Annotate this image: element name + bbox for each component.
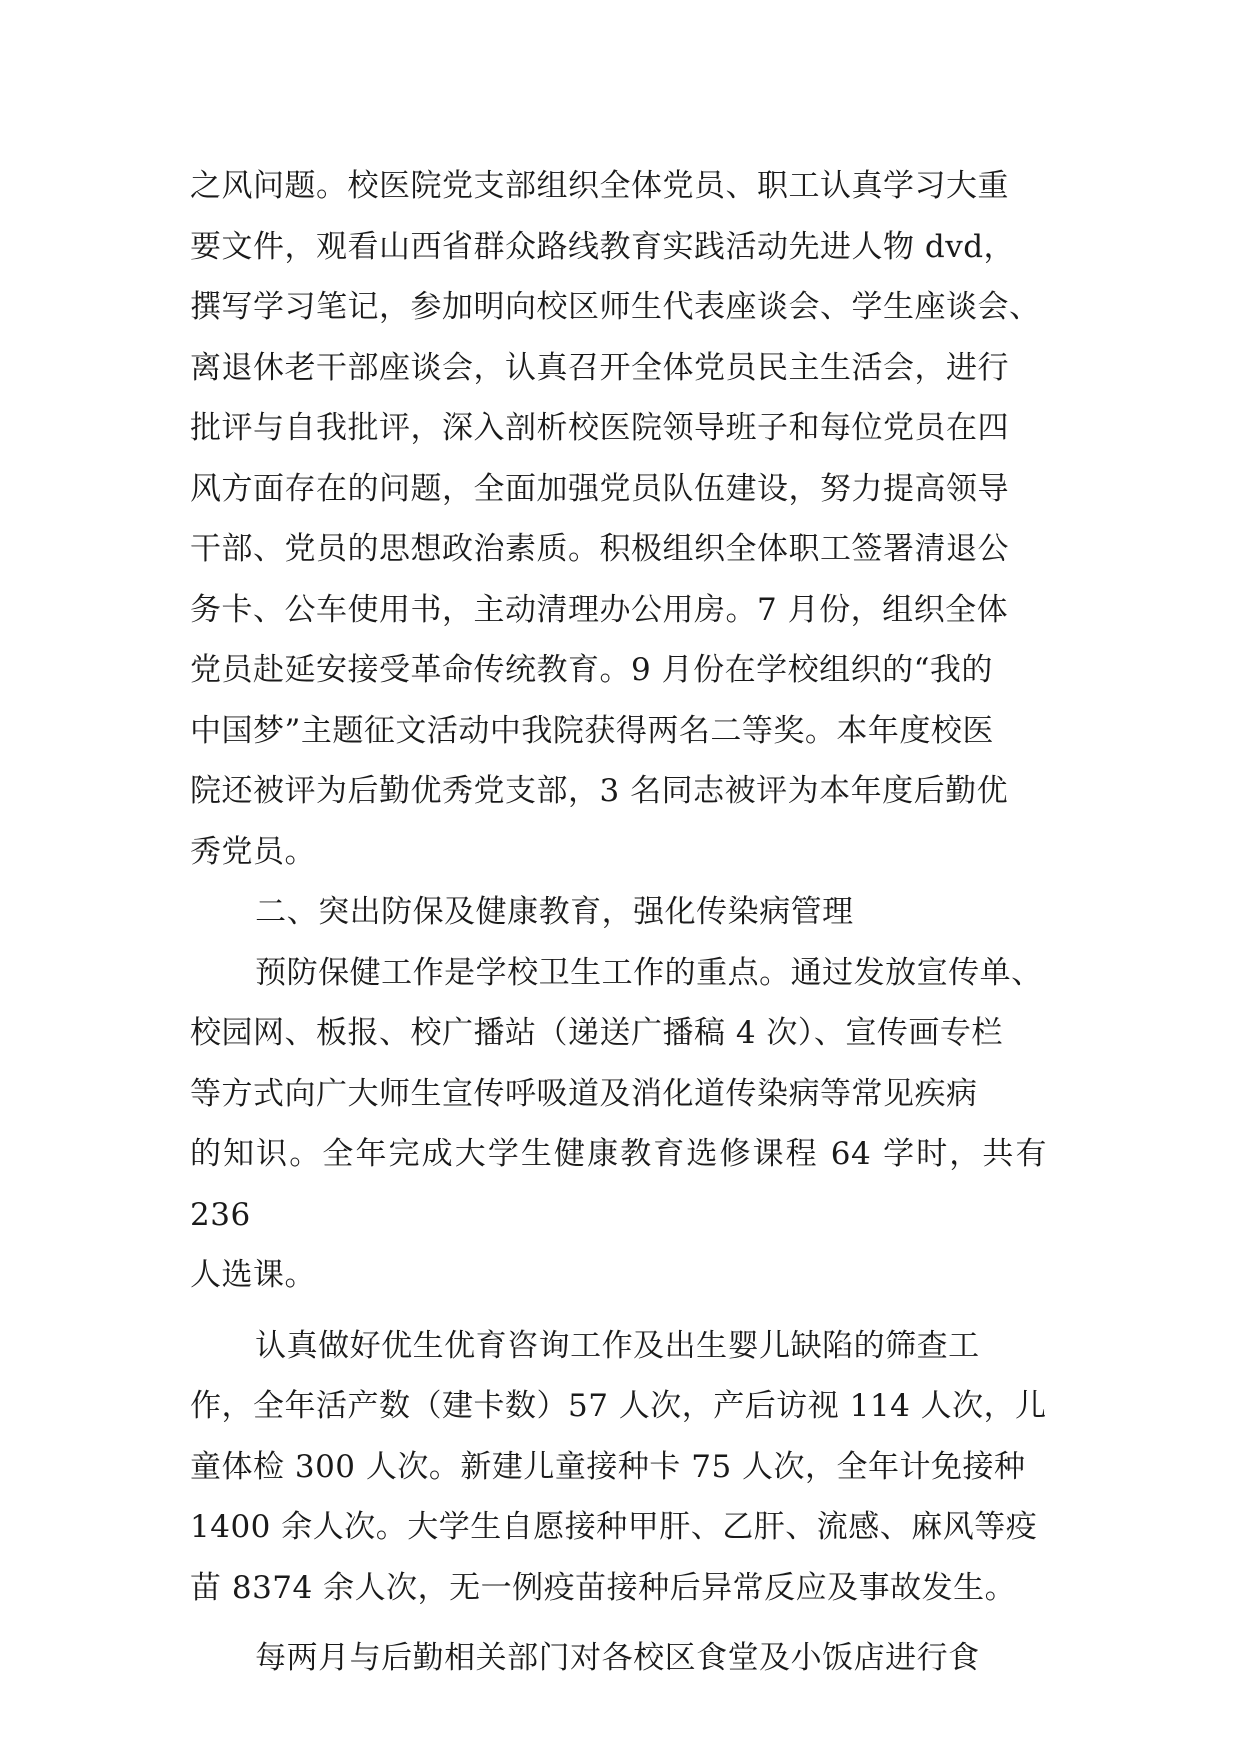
text-line: 要文件，观看山西省群众路线教育实践活动先进人物 dvd， (190, 228, 1016, 265)
text-line: 之风问题。校医院党支部组织全体党员、职工认真学习大重 (190, 168, 1009, 204)
text-line: 认真做好优生优育咨询工作及出生婴儿缺陷的筛查工 (255, 1327, 980, 1364)
text-line: 中国梦”主题征文活动中我院获得两名二等奖。本年度校医 (190, 712, 994, 749)
text-line: 作，全年活产数（建卡数）57 人次，产后访视 114 人次，儿 (190, 1388, 1047, 1424)
text-line: 二、突出防保及健康教育，强化传染病管理 (255, 894, 854, 930)
text-line: 撰写学习笔记，参加明向校区师生代表座谈会、学生座谈会、 (190, 289, 1041, 325)
text-line: 的知识。全年完成大学生健康教育选修课程 64 学时，共有 236 (190, 1136, 1047, 1233)
text-line: 批评与自我批评，深入剖析校医院领导班子和每位党员在四 (190, 410, 1009, 446)
text-line: 预防保健工作是学校卫生工作的重点。通过发放宣传单、 (255, 954, 1043, 991)
text-line: 秀党员。 (190, 833, 316, 870)
text-line: 校园网、板报、校广播站（递送广播稿 4 次）、宣传画专栏 (190, 1015, 1003, 1051)
text-line: 风方面存在的问题，全面加强党员队伍建设，努力提高领导 (190, 470, 1009, 507)
text-line: 1400 余人次。大学生自愿接种甲肝、乙肝、流感、麻风等疫 (190, 1509, 1038, 1545)
text-line: 务卡、公车使用书，主动清理办公用房。7 月份，组织全体 (190, 591, 1009, 628)
text-line: 苗 8374 余人次，无一例疫苗接种后异常反应及事故发生。 (190, 1569, 1017, 1606)
text-line: 院还被评为后勤优秀党支部，3 名同志被评为本年度后勤优 (190, 773, 1009, 809)
text-line: 童体检 300 人次。新建儿童接种卡 75 人次，全年计免接种 (190, 1448, 1026, 1485)
text-line: 党员赴延安接受革命传统教育。9 月份在学校组织的“我的 (190, 652, 993, 688)
text-line: 人选课。 (190, 1257, 316, 1293)
text-line: 等方式向广大师生宣传呼吸道及消化道传染病等常见疾病 (190, 1075, 978, 1112)
text-line: 每两月与后勤相关部门对各校区食堂及小饭店进行食 (255, 1640, 980, 1676)
document-body (190, 156, 1047, 1689)
text-line: 离退休老干部座谈会，认真召开全体党员民主生活会，进行 (190, 349, 1009, 386)
text-line: 干部、党员的思想政治素质。积极组织全体职工签署清退公 (190, 531, 1009, 567)
